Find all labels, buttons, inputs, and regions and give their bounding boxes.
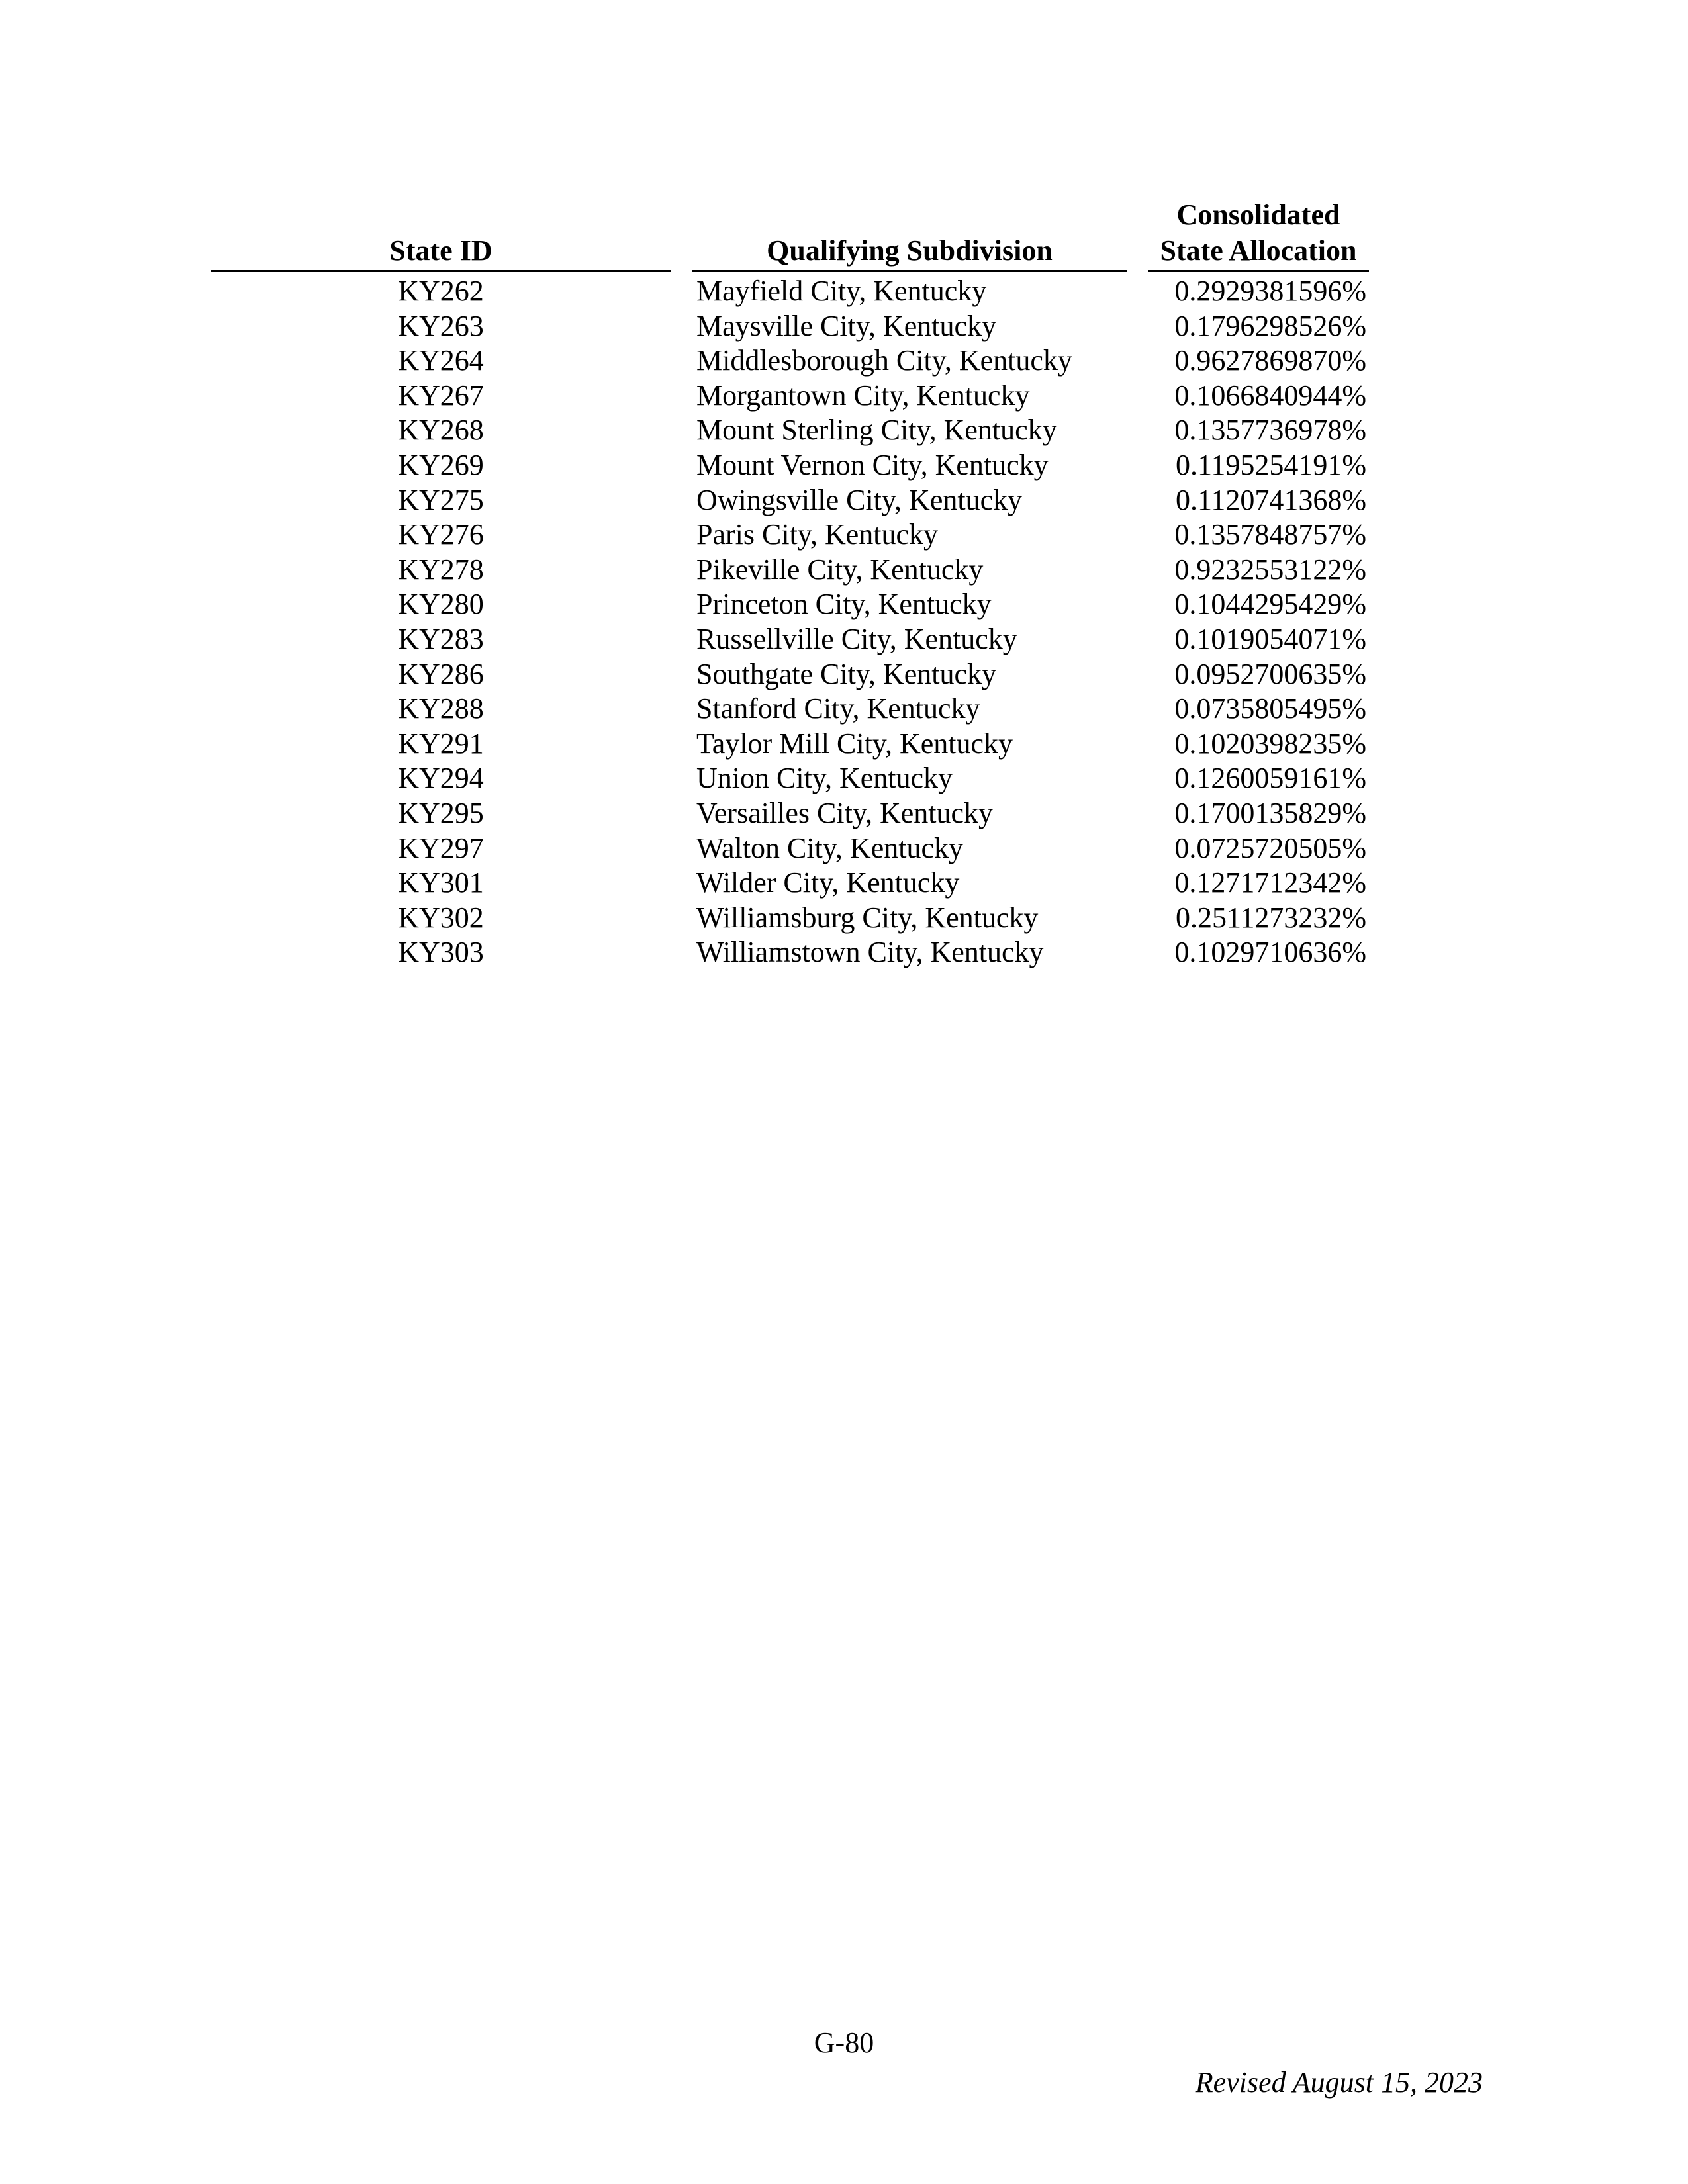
allocation-cell: 0.1066840944% (1174, 379, 1366, 412)
table-row (0, 343, 1688, 379)
subdivision-cell: Versailles City, Kentucky (696, 796, 994, 829)
allocation-cell: 0.1357848757% (1174, 518, 1366, 551)
subdivision-cell: Middlesborough City, Kentucky (696, 344, 1072, 377)
page-number: G-80 (814, 2026, 874, 2059)
allocation-cell: 0.1120741368% (1175, 483, 1366, 516)
subdivision-cell: Russellville City, Kentucky (696, 622, 1017, 655)
subdivision-cell: Stanford City, Kentucky (696, 692, 980, 725)
table-row (0, 657, 1688, 692)
state-id-cell: KY301 (398, 866, 484, 899)
state-id-cell: KY286 (398, 657, 484, 690)
subdivision-cell: Walton City, Kentucky (696, 831, 963, 864)
table-row (0, 379, 1688, 414)
allocation-table-body (0, 274, 1688, 970)
subdivision-cell: Pikeville City, Kentucky (696, 553, 984, 586)
state-id-cell: KY295 (398, 796, 484, 829)
allocation-cell: 0.1796298526% (1174, 309, 1366, 342)
allocation-cell: 0.1195254191% (1175, 448, 1366, 481)
subdivision-cell: Paris City, Kentucky (696, 518, 938, 551)
state-id-cell: KY269 (398, 448, 484, 481)
subdivision-cell: Morgantown City, Kentucky (696, 379, 1030, 412)
header-allocation-line2: State Allocation (1160, 234, 1357, 267)
header-qualifying-subdivision (692, 233, 1127, 272)
allocation-cell: 0.0735805495% (1174, 692, 1366, 725)
header-state-id (211, 233, 671, 272)
allocation-cell: 0.1044295429% (1174, 588, 1366, 621)
table-row (0, 831, 1688, 866)
allocation-cell: 0.9627869870% (1174, 344, 1366, 377)
subdivision-cell: Southgate City, Kentucky (696, 657, 996, 690)
state-id-cell: KY291 (398, 727, 484, 760)
state-id-cell: KY268 (398, 414, 484, 447)
allocation-cell: 0.2929381596% (1174, 275, 1366, 307)
subdivision-cell: Union City, Kentucky (696, 762, 953, 795)
table-row (0, 622, 1688, 657)
table-row (0, 692, 1688, 727)
subdivision-cell: Maysville City, Kentucky (696, 309, 996, 342)
allocation-cell: 0.2511273232% (1175, 901, 1366, 934)
allocation-cell: 0.9232553122% (1174, 553, 1366, 586)
state-id-cell: KY267 (398, 379, 484, 412)
table-row (0, 309, 1688, 344)
table-row (0, 866, 1688, 901)
allocation-cell: 0.1019054071% (1174, 622, 1366, 655)
allocation-cell: 0.1029710636% (1174, 936, 1366, 969)
allocation-cell: 0.0952700635% (1174, 657, 1366, 690)
header-subdivision-label: Qualifying Subdivision (767, 234, 1053, 267)
table-row (0, 901, 1688, 936)
subdivision-cell: Princeton City, Kentucky (696, 588, 992, 621)
state-id-cell: KY297 (398, 831, 484, 864)
table-row (0, 413, 1688, 448)
revised-date: Revised August 15, 2023 (1195, 2066, 1483, 2099)
table-row (0, 935, 1688, 970)
state-id-cell: KY276 (398, 518, 484, 551)
header-state-allocation (1148, 197, 1369, 272)
state-id-cell: KY262 (398, 275, 484, 307)
state-id-cell: KY264 (398, 344, 484, 377)
allocation-cell: 0.1357736978% (1174, 414, 1366, 447)
state-id-cell: KY302 (398, 901, 484, 934)
allocation-cell: 0.1271712342% (1174, 866, 1366, 899)
subdivision-cell: Mount Vernon City, Kentucky (696, 448, 1049, 481)
header-state-id-label: State ID (389, 234, 492, 267)
table-row (0, 483, 1688, 518)
state-id-cell: KY294 (398, 762, 484, 795)
state-id-cell: KY288 (398, 692, 484, 725)
state-id-cell: KY303 (398, 936, 484, 969)
table-row (0, 796, 1688, 831)
subdivision-cell: Williamstown City, Kentucky (696, 936, 1044, 969)
state-id-cell: KY275 (398, 483, 484, 516)
table-row (0, 448, 1688, 483)
state-id-cell: KY263 (398, 309, 484, 342)
allocation-cell: 0.1260059161% (1174, 762, 1366, 795)
subdivision-cell: Mayfield City, Kentucky (696, 275, 987, 307)
allocation-cell: 0.1700135829% (1174, 796, 1366, 829)
subdivision-cell: Owingsville City, Kentucky (696, 483, 1023, 516)
state-id-cell: KY283 (398, 622, 484, 655)
subdivision-cell: Wilder City, Kentucky (696, 866, 960, 899)
table-row (0, 587, 1688, 622)
subdivision-cell: Mount Sterling City, Kentucky (696, 414, 1057, 447)
table-row (0, 518, 1688, 553)
state-id-cell: KY280 (398, 588, 484, 621)
allocation-cell: 0.1020398235% (1174, 727, 1366, 760)
allocation-cell: 0.0725720505% (1174, 831, 1366, 864)
table-row (0, 727, 1688, 762)
subdivision-cell: Williamsburg City, Kentucky (696, 901, 1039, 934)
subdivision-cell: Taylor Mill City, Kentucky (696, 727, 1013, 760)
table-row (0, 761, 1688, 796)
table-row (0, 274, 1688, 309)
table-row (0, 553, 1688, 588)
state-id-cell: KY278 (398, 553, 484, 586)
header-allocation-line1: Consolidated (1176, 199, 1340, 231)
